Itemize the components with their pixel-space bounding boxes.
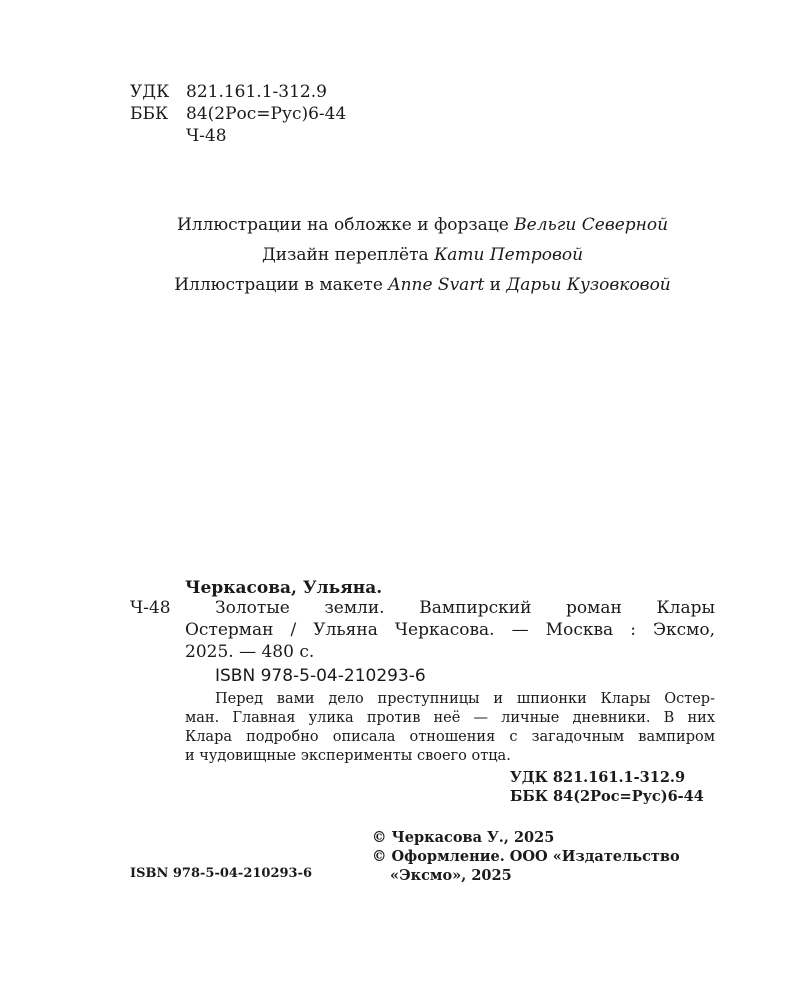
credit-name: Кати Петровой [434,245,584,265]
credit-name: Anne Svart [388,275,485,295]
credit-layout-illustrations: Иллюстрации в макете Anne Svart и Дарьи Кузовковой [174,275,671,295]
credits-block [0,210,800,300]
author-heading: Черкасова, Ульяна. [185,578,383,598]
copyright-design-cont: «Эксмо», 2025 [390,867,512,884]
credit-name: Вельги Северной [514,215,669,235]
credit-name-2: Дарьи Кузовковой [506,275,671,295]
footer-isbn: ISBN 978-5-04-210293-6 [130,866,313,881]
record-udk-bbk [510,768,704,806]
credit-cover-illustrations: Иллюстрации на обложке и форзаце Вельги Северной [176,215,669,235]
title-line: Золотые земли. Вампирский роман Клары [215,598,715,618]
bbk-value: 84(2Рос=Рус)6-44 [186,104,347,124]
copyright-block [372,828,680,885]
title-line: 2025. — 480 с. [185,642,315,662]
udk-label: УДК [130,82,170,102]
author-mark-row [130,125,346,147]
bbk-label: ББК [130,104,169,124]
copyright-author: © Черкасова У., 2025 [372,829,555,846]
record-author-mark: Ч-48 [130,598,171,618]
udk-row [130,81,346,103]
copyright-design: © Оформление. ООО «Издательство [372,848,680,865]
credit-binding-design: Дизайн переплёта Кати Петровой [261,245,584,265]
annotation-line: и чудовищные эксперименты своего отца. [185,748,511,764]
record-title [185,597,715,663]
record-udk: УДК 821.161.1-312.9 [510,769,686,786]
classification-block [130,81,346,147]
annotation-line: Клара подробно описала отношения с загадочным вампиром [185,729,715,745]
annotation [185,690,715,766]
record-bbk: ББК 84(2Рос=Рус)6-44 [510,788,704,805]
annotation-line: Перед вами дело преступницы и шпионки Клары Остер- [215,691,715,707]
udk-value: 821.161.1-312.9 [186,82,327,102]
author-mark: Ч-48 [186,126,227,146]
bbk-row [130,103,346,125]
record-isbn: ISBN 978-5-04-210293-6 [215,666,426,686]
annotation-line: ман. Главная улика против неё — личные дневники. В них [185,710,715,726]
title-line: Остерман / Ульяна Черкасова. — Москва : Эксмо, [185,620,715,640]
